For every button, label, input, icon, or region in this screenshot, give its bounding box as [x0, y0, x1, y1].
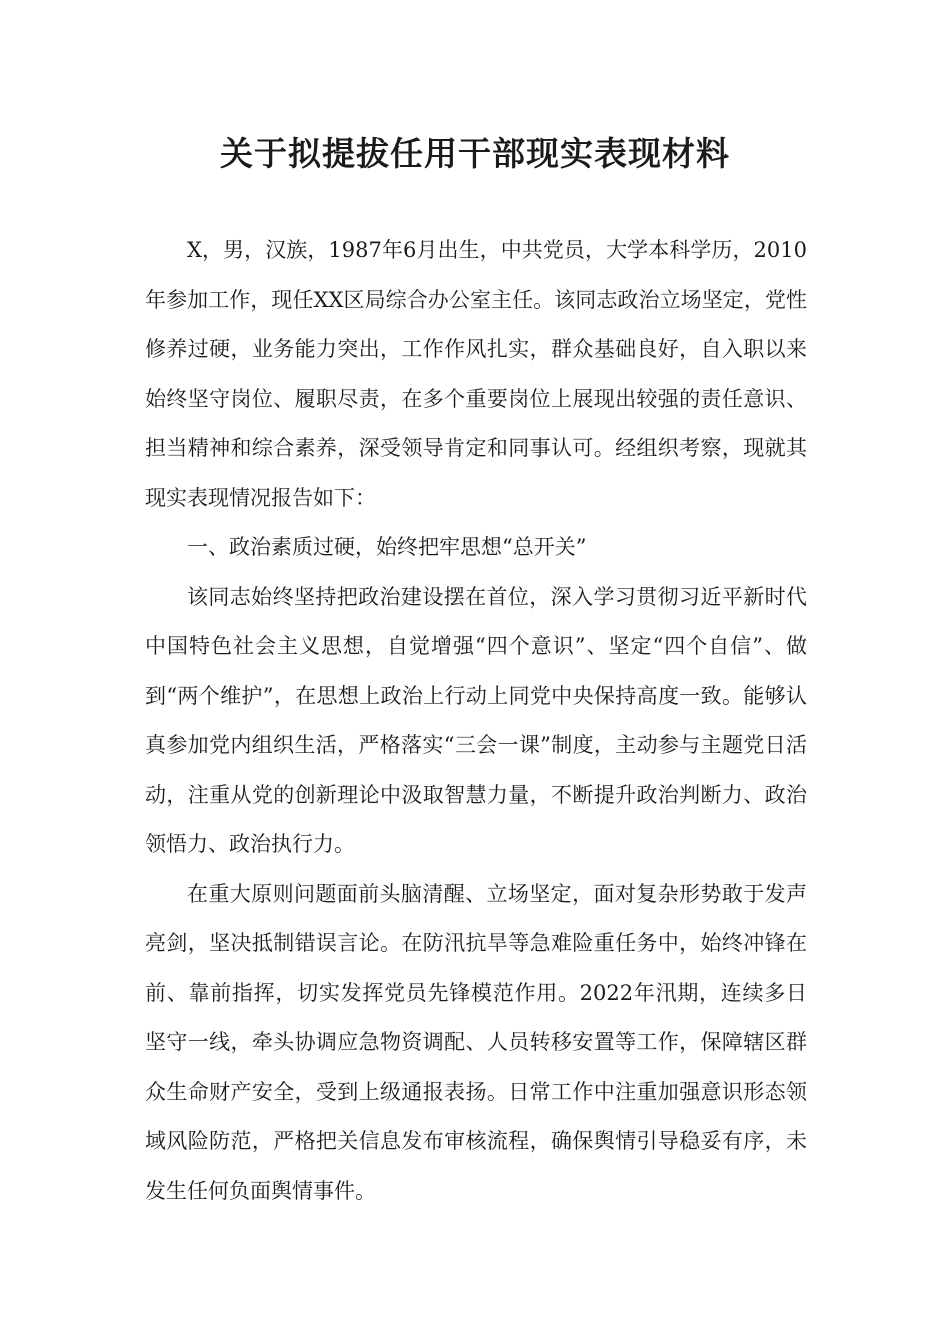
body-paragraph: 在重大原则问题面前头脑清醒、立场坚定，面对复杂形势敢于发声亮剑，坚决抵制错误言论。在防汛抗旱等急难险重任务中，始终冲锋在前、靠前指挥，切实发挥党员先锋模范作用。2022年汛期，连续多日坚守一线，牵头协调应急物资调配、人员转移安置等工作，保障辖区群众生命财产安全，受到上级通报表扬。日常工作中注重加强意识形态领域风险防范，严格把关信息发布审核流程，确保舆情引导稳妥有序，未发生任何负面舆情事件。 — [145, 881, 807, 1203]
document-title: 关于拟提拔任用干部现实表现材料 — [220, 134, 730, 173]
intro-paragraph: X，男，汉族，1987年6月出生，中共党员，大学本科学历，2010年参加工作，现任XX区局综合办公室主任。该同志政治立场坚定，党性修养过硬，业务能力突出，工作作风扎实，群众基础良好，自入职以来始终坚守岗位、履职尽责，在多个重要岗位上展现出较强的责任意识、担当精神和综合素养，深受领导肯定和同事认可。经组织考察，现就其现实表现情况报告如下： — [145, 238, 807, 510]
section-heading: 一、政治素质过硬，始终把牢思想“总开关” — [187, 535, 587, 559]
document-body — [145, 226, 807, 1216]
body-paragraph: 该同志始终坚持把政治建设摆在首位，深入学习贯彻习近平新时代中国特色社会主义思想，自觉增强“四个意识”、坚定“四个自信”、做到“两个维护”，在思想上政治上行动上同党中央保持高度一致。能够认真参加党内组织生活，严格落实“三会一课”制度，主动参与主题党日活动，注重从党的创新理论中汲取智慧力量，不断提升政治判断力、政治领悟力、政治执行力。 — [145, 584, 807, 856]
